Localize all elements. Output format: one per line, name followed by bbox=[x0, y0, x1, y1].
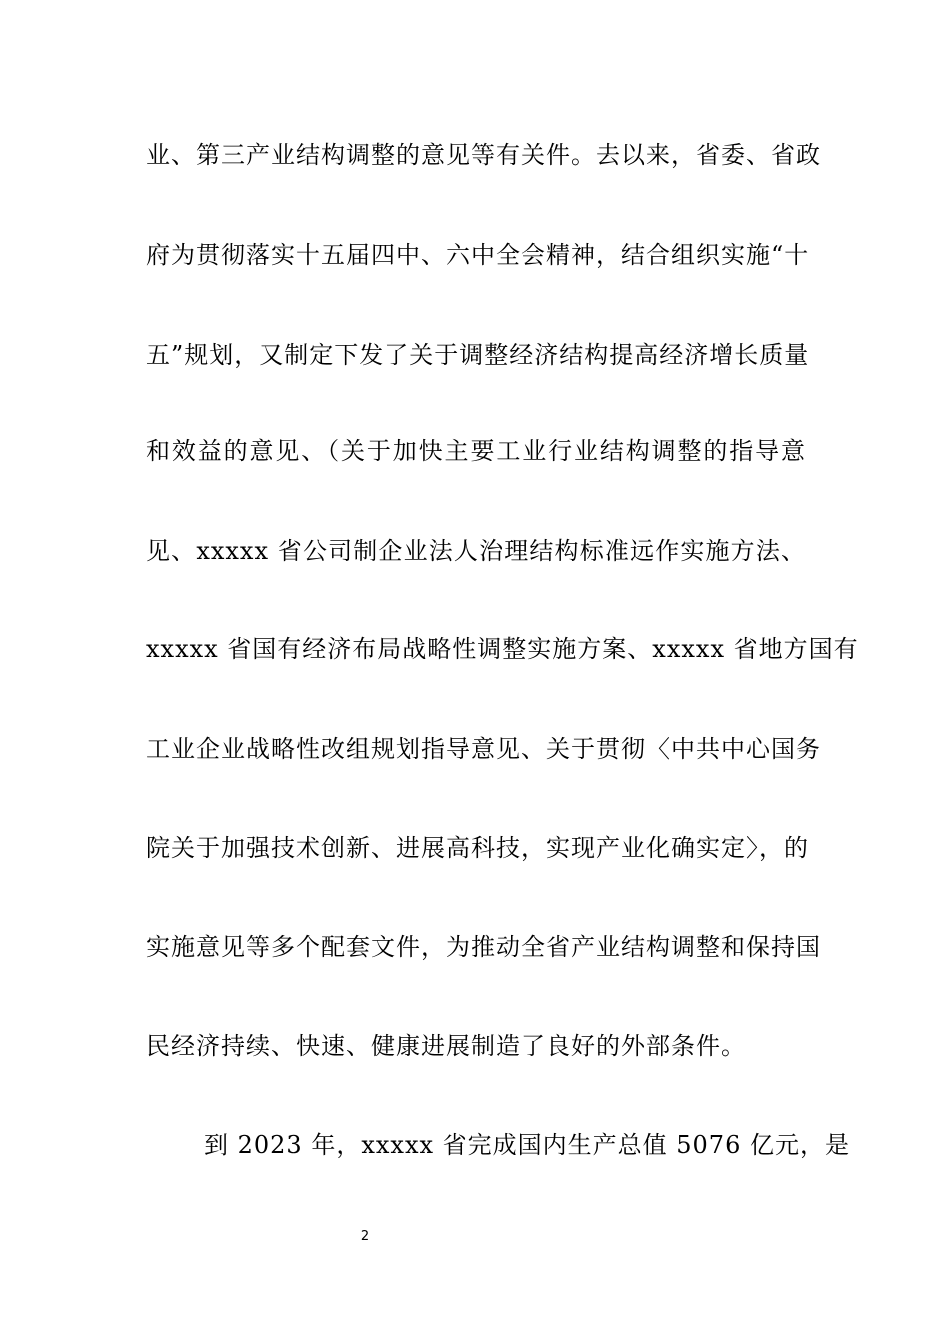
body-text-line-10: 民经济持续、快速、健康进展制造了良好的外部条件。 bbox=[146, 1032, 746, 1060]
body-text-line-2: 府为贯彻落实十五届四中、六中全会精神，结合组织实施“十 bbox=[146, 241, 810, 269]
body-text-line-5: 见、xxxxx 省公司制企业法人治理结构标准远作实施方法、 bbox=[146, 537, 806, 565]
body-text-line-9: 实施意见等多个配套文件，为推动全省产业结构调整和保持国 bbox=[146, 933, 821, 961]
body-text-line-6: xxxxx 省国有经济布局战略性调整实施方案、xxxxx 省地方国有 bbox=[146, 635, 859, 663]
body-text-line-11: 到 2023 年，xxxxx 省完成国内生产总值 5076 亿元，是 bbox=[204, 1131, 850, 1159]
body-text-line-7: 工业企业战略性改组规划指导意见、关于贯彻〈中共中心国务 bbox=[146, 735, 821, 763]
body-text-line-4: 和效益的意见、（关于加快主要工业行业结构调整的指导意 bbox=[146, 437, 806, 465]
body-text-line-3: 五”规划，又制定下发了关于调整经济结构提高经济增长质量 bbox=[146, 341, 810, 369]
body-text-line-8: 院关于加强技术创新、进展高科技，实现产业化确实定〉，的 bbox=[146, 834, 809, 862]
body-text-line-1: 业、第三产业结构调整的意见等有关件。去以来，省委、省政 bbox=[146, 141, 821, 169]
page-number: 2 bbox=[360, 1229, 370, 1244]
